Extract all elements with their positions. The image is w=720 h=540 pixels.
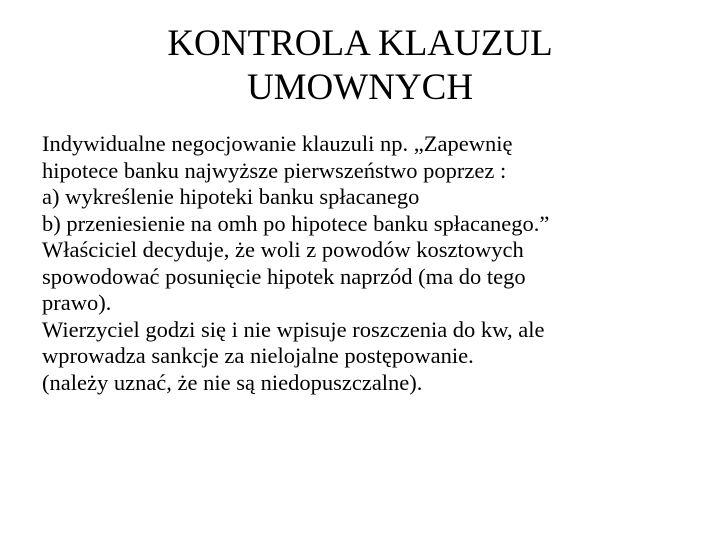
paragraph-line: Właściciel decyduje, że woli z powodów kosztowych xyxy=(42,237,524,262)
paragraph-line: hipotece banku najwyższe pierwszeństwo poprzez : xyxy=(42,157,507,183)
slide-title-line-1: KONTROLA KLAUZUL xyxy=(167,23,553,64)
paragraph-line: spowodować posunięcie hipotek naprzód (ma do tego xyxy=(42,263,526,289)
paragraph-owner xyxy=(42,237,692,317)
paragraph-line: b) przeniesienie na omh po hipotece banku spłacanego.” xyxy=(42,210,550,236)
paragraph-conclusion xyxy=(42,370,692,397)
paragraph-negotiation xyxy=(42,131,692,184)
paragraph-option-b xyxy=(42,211,692,238)
paragraph-line: a) wykreślenie hipoteki banku spłacanego xyxy=(42,184,420,209)
paragraph-line: (należy uznać, że nie są niedopuszczalne). xyxy=(42,369,423,395)
slide-body xyxy=(42,131,692,396)
paragraph-line: Wierzyciel godzi się i nie wpisuje roszczenia do kw, ale xyxy=(42,316,545,342)
paragraph-option-a xyxy=(42,184,692,211)
paragraph-line: prawo). xyxy=(42,290,112,315)
paragraph-creditor xyxy=(42,317,692,370)
slide-title xyxy=(60,22,660,110)
paragraph-line: Indywidualne negocjowanie klauzuli np. „Zapewnię xyxy=(42,131,513,156)
slide-title-line-2: UMOWNYCH xyxy=(246,67,474,108)
paragraph-line: wprowadza sankcje za nielojalne postępowanie. xyxy=(42,343,474,368)
